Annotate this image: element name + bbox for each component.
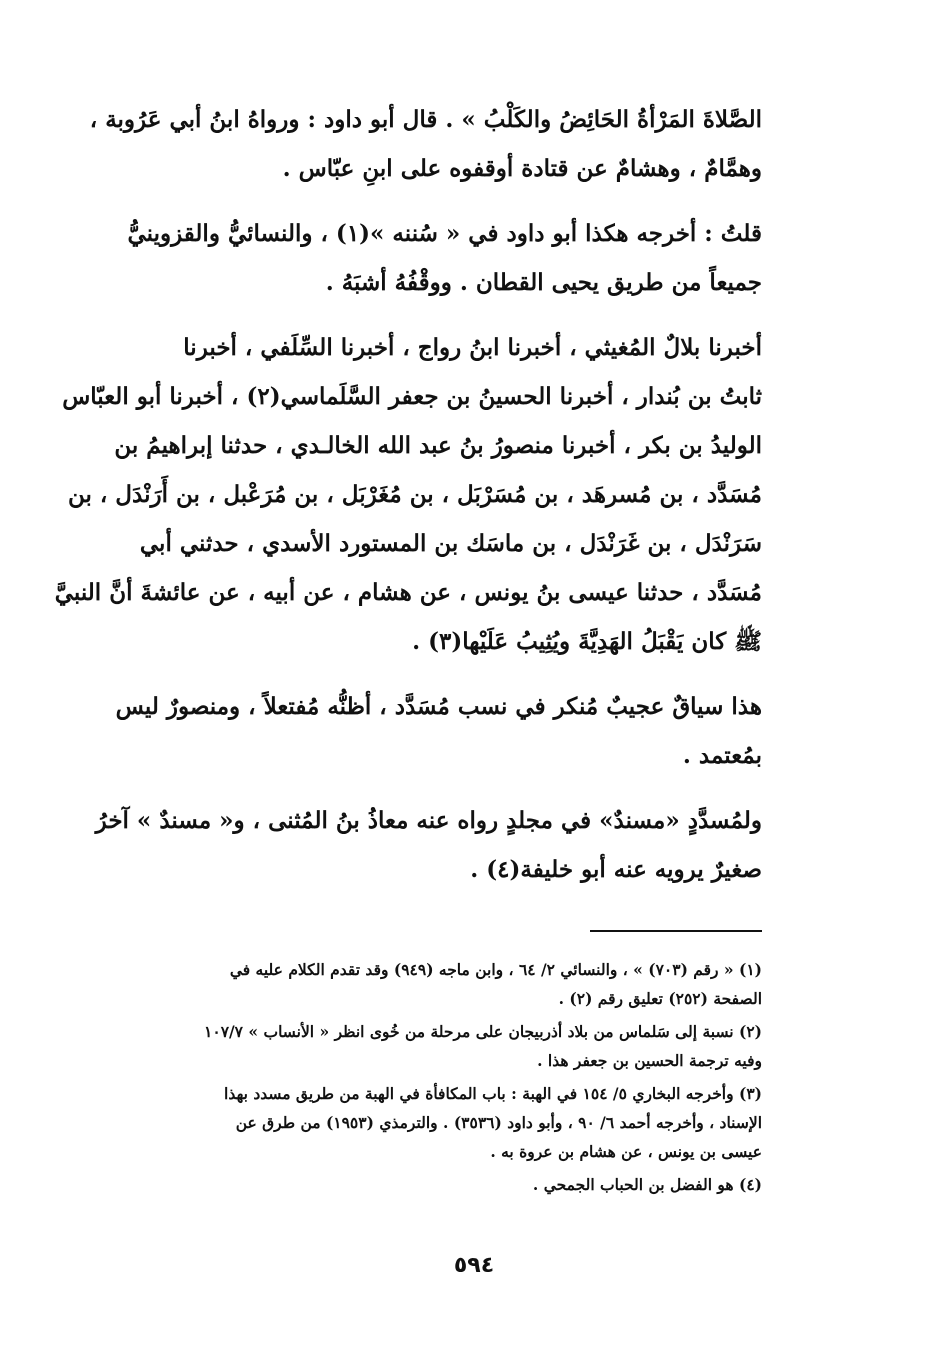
text-line: سَرَنْدَل ، بن غَرَنْدَل ، بن ماسَك بن المستورد الأسدي ، حدثني أبي bbox=[139, 530, 762, 557]
text-line: مُسَدَّد ، بن مُسرهَد ، بن مُسَرْبَل ، بن مُغَرْبَل ، بن مُرَعْبل ، بن أَرَنْدَل ، بن bbox=[67, 481, 762, 508]
text-line: قلتُ : أخرجه هكذا أبو داود في « سُننه »(١) ، والنسائيُّ والقزوينيُّ bbox=[127, 220, 762, 247]
footnote-line: (١) « رقم (٧٠٣) » ، والنسائي ٢/ ٦٤ ، وابن ماجه (٩٤٩) وقد تقدم الكلام عليه في bbox=[229, 960, 762, 979]
footnote-line: الإسناد ، وأخرجه أحمد ٦/ ٩٠ ، وأبو داود (٣٥٣٦) . والترمذي (١٩٥٣) من طرق عن bbox=[235, 1113, 762, 1132]
paragraph bbox=[89, 95, 762, 193]
text-line: مُسَدَّد ، حدثنا عيسى بنُ يونس ، عن هشام ، عن أبيه ، عن عائشةَ أنَّ النبيَّ bbox=[54, 579, 762, 606]
footnote-line: عيسى بن يونس ، عن هشام بن عروة به . bbox=[490, 1142, 762, 1161]
text-line: هذا سياقٌ عجيبٌ مُنكر في نسب مُسَدَّد ، أظنُّه مُفتعلاً ، ومنصورٌ ليس bbox=[115, 693, 762, 720]
footnote bbox=[100, 1170, 762, 1199]
text-line: الصَّلاةَ المَرْأةُ الحَائِضُ والكَلْبُ » . قال أبو داود : ورواهُ ابنُ أبي عَرُوبة ، bbox=[89, 106, 762, 133]
footnotes bbox=[100, 955, 762, 1203]
text-line: الوليدُ بن بكر ، أخبرنا منصورُ بنُ عبد الله الخالـدي ، حدثنا إبراهيمُ بن bbox=[114, 432, 762, 459]
footnote-line: (٤) هو الفضل بن الحباب الجمحي . bbox=[532, 1175, 762, 1194]
paragraph bbox=[54, 323, 762, 666]
text-line: أخبرنا بلالٌ المُغيثي ، أخبرنا ابنُ رواج ، أخبرنا السِّلَفي ، أخبرنا bbox=[183, 334, 762, 361]
text-line: وهمَّامٌ ، وهشامٌ عن قتادة أوقفوه على ابنِ عبّاس . bbox=[282, 155, 762, 182]
page-number: ٥٩٤ bbox=[453, 1253, 495, 1278]
text-line: ولمُسدَّدٍ «مسندٌ» في مجلدٍ رواه عنه معاذُ بنُ المُثنى ، و« مسندٌ » آخرُ bbox=[95, 807, 762, 834]
footnote bbox=[100, 1079, 762, 1166]
text-line: ثابتُ بن بُندار ، أخبرنا الحسينُ بن جعفر السَّلَماسي(٢) ، أخبرنا أبو العبّاس bbox=[62, 383, 762, 410]
footnote-separator bbox=[590, 930, 762, 932]
text-line: بمُعتمد . bbox=[682, 742, 762, 769]
footnote-line: (٢) نسبة إلى سَلماس من بلاد أذربيجان على مرحلة من خُوى انظر « الأنساب » ١٠٧/٧ bbox=[204, 1022, 762, 1041]
paragraph bbox=[100, 209, 762, 307]
footnote-line: وفيه ترجمة الحسين بن جعفر هذا . bbox=[537, 1051, 762, 1070]
paragraph bbox=[95, 796, 762, 894]
main-text bbox=[54, 95, 762, 910]
footnote-line: (٣) وأخرجه البخاري ٥/ ١٥٤ في الهبة : باب المكافأة في الهبة من طريق مسدد بهذا bbox=[224, 1084, 762, 1103]
paragraph bbox=[100, 682, 762, 780]
text-line: جميعاً من طريق يحيى القطان . ووقْفُهُ أشبَهُ . bbox=[325, 269, 762, 296]
text-line: صغيرٌ يرويه عنه أبو خليفة(٤) . bbox=[470, 856, 762, 883]
text-line: ﷺ كان يَقْبَلُ الهَدِيَّةَ ويُثِيبُ عَلَيْها(٣) . bbox=[412, 628, 762, 655]
footnote bbox=[100, 955, 762, 1013]
footnote-line: الصفحة (٢٥٢) تعليق رقم (٢) . bbox=[558, 989, 762, 1008]
footnote bbox=[100, 1017, 762, 1075]
